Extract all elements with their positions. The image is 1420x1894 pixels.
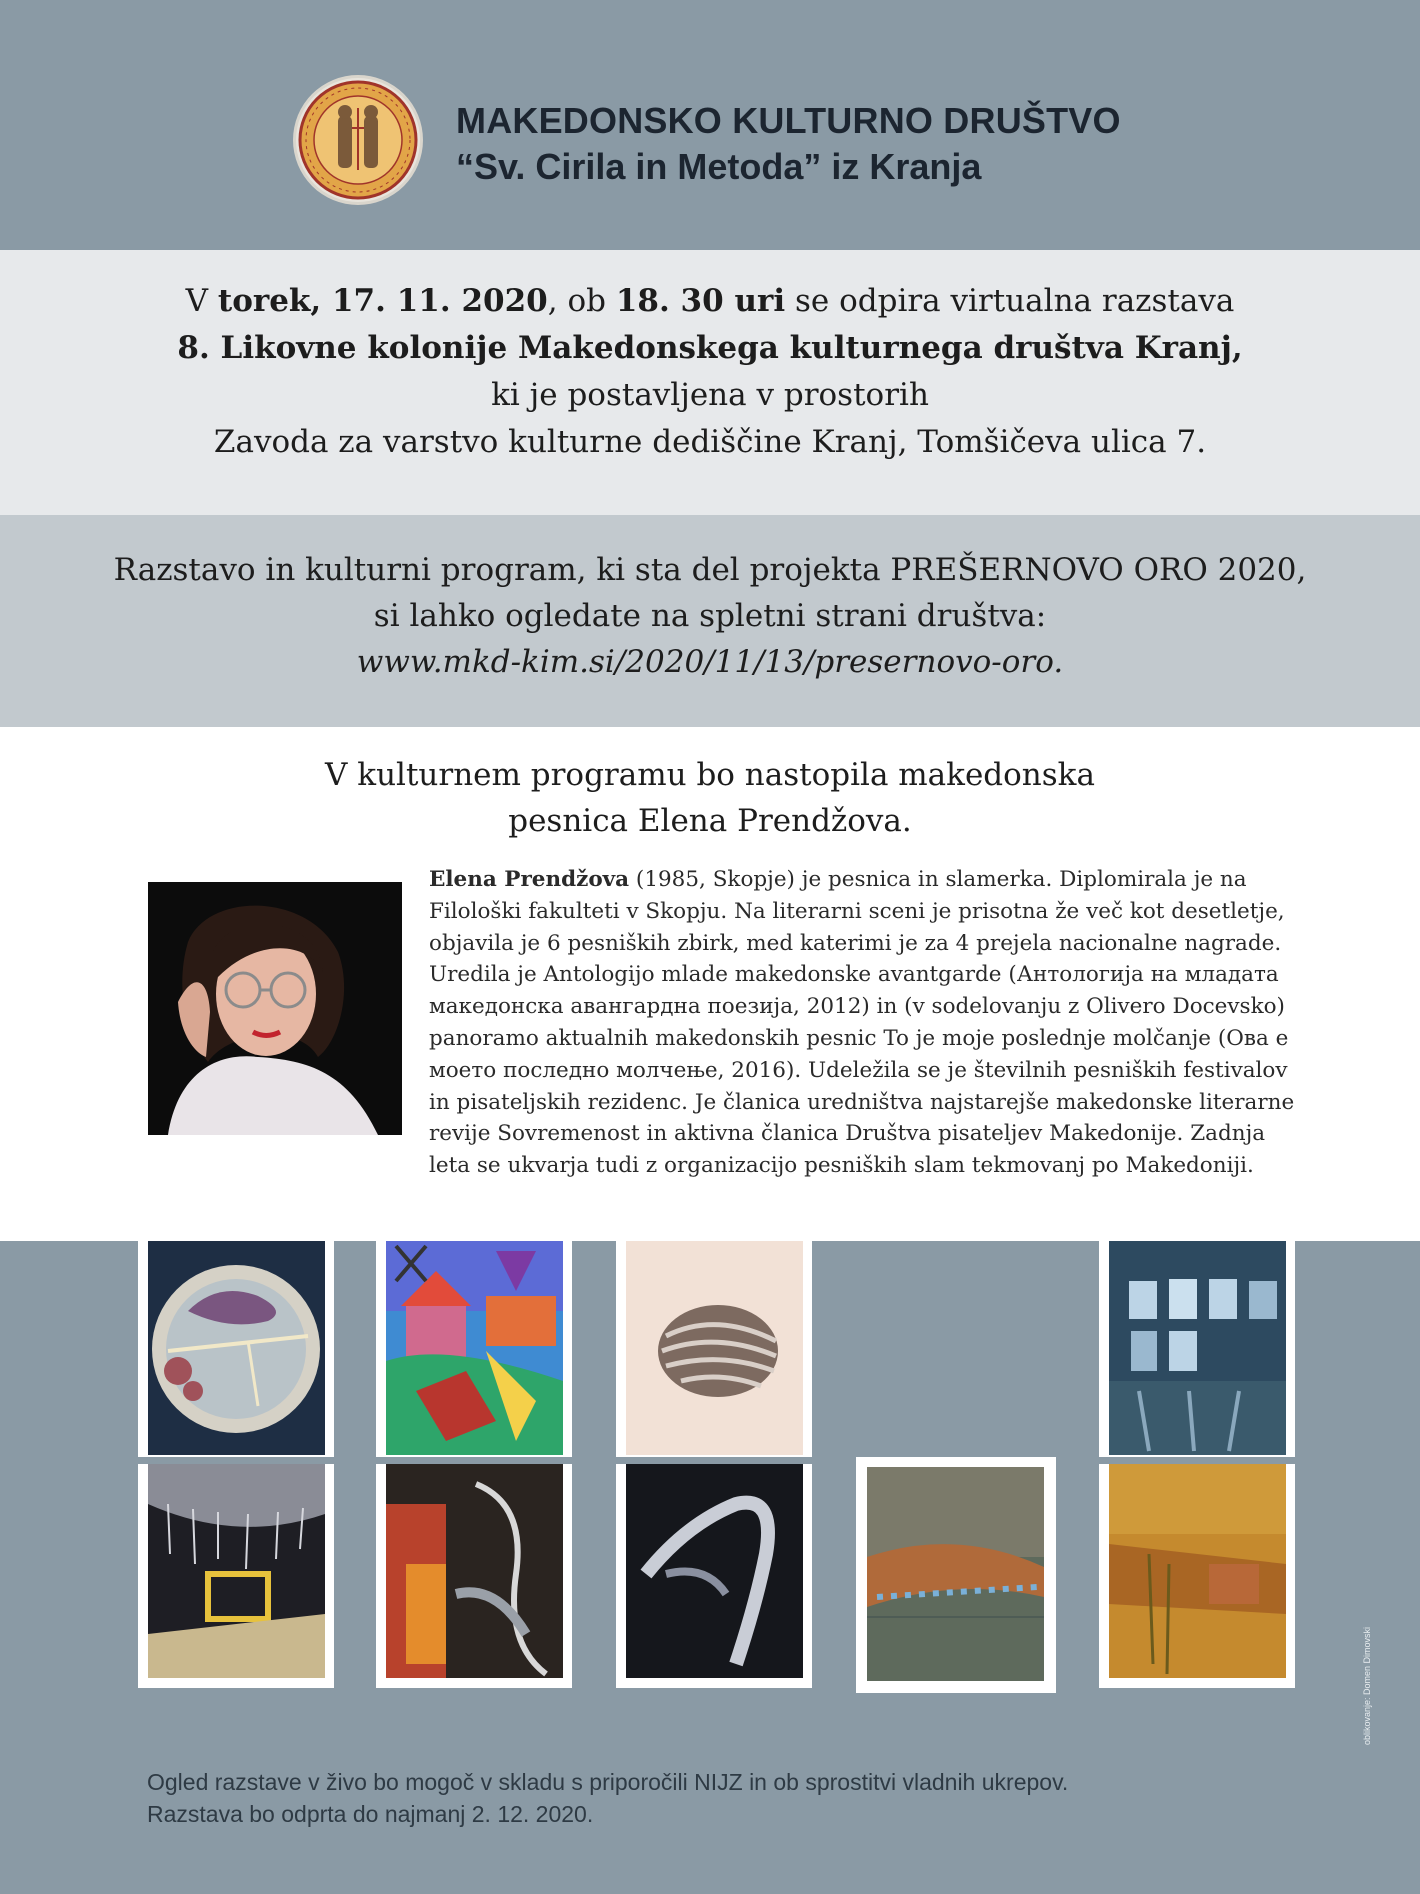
artwork-windmill-village [376, 1241, 572, 1457]
poet-portrait-photo [148, 882, 402, 1135]
intro-line-3: ki je postavljena v prostorih [491, 377, 929, 413]
visit-note [147, 1766, 1068, 1830]
program-info [0, 547, 1420, 685]
visit-note-line-1: Ogled razstave v živo bo mogoč v skladu s priporočili NIJZ in ob sprostitvi vladnih ukrepov. [147, 1769, 1069, 1795]
artwork-dark-torso [616, 1464, 812, 1688]
artwork-metal-sculpture [616, 1241, 812, 1457]
artwork-textured-landscape [856, 1457, 1056, 1693]
poet-heading [0, 752, 1420, 844]
artwork-orange-abstract [1099, 1464, 1295, 1688]
artwork-dark-cave [138, 1464, 334, 1688]
program-line-2: si lahko ogledate na spletni strani društva: [373, 598, 1047, 634]
intro-line-4: Zavoda za varstvo kulturne dediščine Kranj, Tomšičeva ulica 7. [213, 424, 1207, 460]
artwork-blue-interior [1099, 1241, 1295, 1457]
poet-heading-line-1: V kulturnem programu bo nastopila makedonska [325, 757, 1095, 793]
intro-line-1: V torek, 17. 11. 2020, ob 18. 30 uri se odpira virtualna razstava [185, 283, 1235, 319]
organization-title [456, 98, 1121, 190]
org-subtitle: “Sv. Cirila in Metoda” iz Kranja [456, 146, 982, 187]
design-credit: oblikovanje: Domen Dimovski [1362, 1626, 1372, 1745]
visit-note-line-2: Razstava bo odprta do najmanj 2. 12. 2020. [147, 1801, 594, 1827]
artwork-ceramic-plate [138, 1241, 334, 1457]
poet-heading-line-2: pesnica Elena Prendžova. [508, 803, 912, 839]
org-name: MAKEDONSKO KULTURNO DRUŠTVO [456, 100, 1121, 141]
poet-biography [429, 864, 1309, 1182]
intro-line-2: 8. Likovne kolonije Makedonskega kulturnega društva Kranj, [177, 330, 1243, 366]
program-url-link[interactable]: www.mkd-kim.si/2020/11/13/presernovo-oro. [356, 644, 1064, 680]
poet-name: Elena Prendžova [429, 867, 630, 892]
program-line-1: Razstavo in kulturni program, ki sta del projekta PREŠERNOVO ORO 2020, [113, 552, 1307, 588]
poet-bio-text: (1985, Skopje) je pesnica in slamerka. Diplomirala je na Filološki fakulteti v Skopju. Na literarni sceni je prisotna že več kot desetletje, objavila je 6 pesniških zbirk, med katerimi je za 4 prejela nacionalne nagrade. Uredila je Antologijo mlade makedonske avantgarde (Антологија на младата македонска авангардна поезија, 2012) in (v sodelovanju z Olivero Docevsko) panoramo aktualnih makedonskih pesnic To je moje poslednje molčanje (Ова е моето последно молчење, 2016). Udeležila se je številnih pesniških festivalov in pisateljskih rezidenc. Je članica uredništva najstarejše makedonske literarne revije Sovremenost in aktivna članica Društva pisateljev Makedonije. Zadnja leta se ukvarja tudi z organizacijo pesniških slam tekmovanj po Makedoniji. [429, 867, 1295, 1179]
exhibition-announcement [0, 278, 1420, 466]
artwork-abstract-figure [376, 1464, 572, 1688]
society-seal-icon [296, 78, 420, 202]
